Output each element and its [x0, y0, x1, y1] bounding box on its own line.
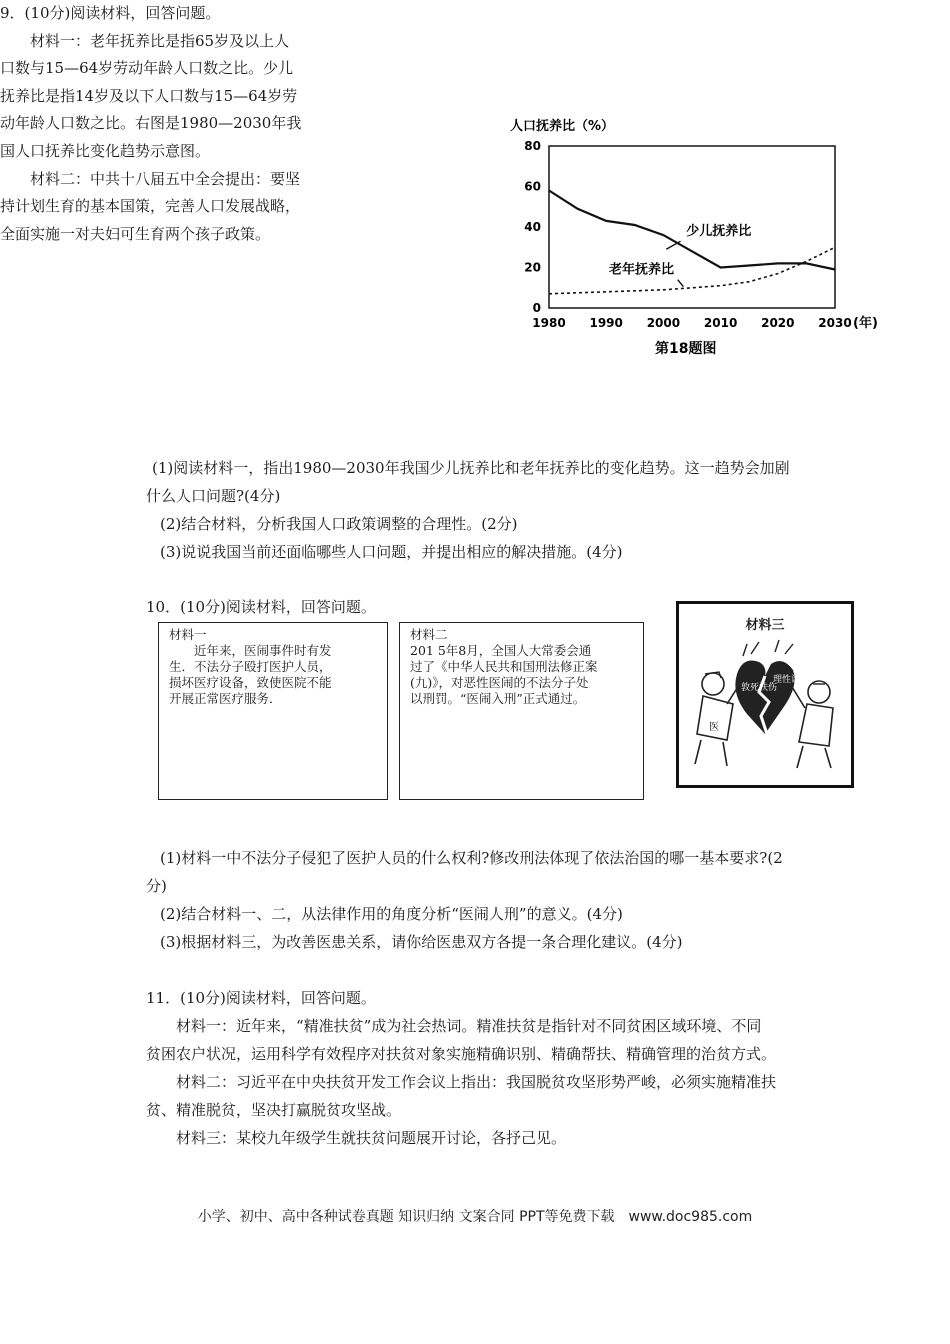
y-tick-label: 80 — [524, 139, 541, 153]
q9-material-line: 持计划生育的基本国策，完善人口发展战略， — [0, 197, 301, 216]
q11-material-line: 材料二：习近平在中央扶贫开发工作会议上指出：我国脱贫攻坚形势严峻，必须实施精准扶 — [146, 1073, 777, 1091]
x-axis-unit: (年) — [853, 316, 878, 331]
y-tick-label: 60 — [524, 179, 541, 194]
q11-material-line: 贫、精准脱贫，坚决打赢脱贫攻坚战。 — [146, 1101, 402, 1119]
q10-question-3: (3)根据材料三，为改善医患关系，请你给医患双方各提一条合理化建议。(4分) — [160, 933, 683, 951]
chart-caption: 第18题图 — [655, 341, 717, 357]
heart-right-text: 理性认识 — [773, 675, 810, 685]
child-dependency-label: 少儿抚养比 — [686, 224, 752, 240]
chart-title: 人口抚养比（%） — [510, 119, 615, 134]
q9-material-line: 全面实施一对夫妇可生育两个孩子政策。 — [0, 224, 271, 243]
q9-question-2: (2)结合材料，分析我国人口政策调整的合理性。(2分) — [160, 515, 518, 533]
y-tick-label: 40 — [524, 220, 541, 234]
q9-material-text — [0, 0, 360, 248]
x-tick-label: 1980 — [532, 316, 566, 330]
q10-question-1: (1)材料一中不法分子侵犯了医护人员的什么权利?修改刑法体现了依法治国的哪一基本要求?(2 — [160, 849, 783, 867]
material-two-body: 201 5年8月，全国人大常委会通 过了《中华人民共和国刑法修正案 (九)》，对恶性医闹的不法分子处 以刑罚。“医闹入刑”正式通过。 — [410, 643, 598, 706]
x-tick-label: 2010 — [703, 316, 738, 330]
page-footer: 小学、初中、高中各种试卷真题 知识归纳 文案合同 PPT等免费下载 www.doc985.com — [197, 1209, 753, 1225]
q10-question-2: (2)结合材料一、二，从法律作用的角度分析“医闹人刑”的意义。(4分) — [160, 905, 623, 923]
y-tick-label: 20 — [524, 260, 541, 275]
child-label-pointer — [666, 241, 680, 249]
q9-material-line: 动年龄人口数之比。右图是1980—2030年我 — [0, 114, 302, 133]
q10-question-1-cont: 分) — [146, 877, 167, 895]
q9-heading: 9．(10分)阅读材料，回答问题。 — [0, 4, 221, 22]
x-tick-label: 2030 — [818, 316, 852, 330]
material-one-title: 材料一 — [169, 627, 207, 642]
heart-left-text: 敦死扶伤 — [741, 683, 778, 693]
material-one-box — [158, 622, 388, 800]
q11-material-line: 材料一：近年来，“精准扶贫”成为社会热词。精准扶贫是指针对不同贫困区域环境、不同 — [146, 1017, 762, 1035]
q9-question-3: (3)说说我国当前还面临哪些人口问题，并提出相应的解决措施。(4分) — [160, 543, 623, 561]
elderly-label-pointer — [678, 280, 684, 287]
x-tick-label: 1990 — [589, 316, 623, 330]
q9-material-line: 材料一：老年抚养比是指65岁及以上人 — [0, 31, 290, 50]
q9-question-1-cont: 什么人口问题?(4分) — [146, 487, 281, 505]
q9-question-1: (1)阅读材料一，指出1980—2030年我国少儿抚养比和老年抚养比的变化趋势。这一趋势会加剧 — [152, 459, 790, 477]
doctor-patient-illustration — [679, 604, 851, 785]
q9-material-line: 抚养比是指14岁及以下人口数与15—64岁劳 — [0, 86, 298, 105]
q9-material-line: 材料二：中共十八届五中全会提出：要坚 — [0, 169, 301, 188]
y-tick-label: 0 — [532, 301, 541, 315]
x-tick-label: 2000 — [646, 316, 681, 330]
q11-material-line: 材料三：某校九年级学生就扶贫问题展开讨论，各抒己见。 — [146, 1129, 567, 1147]
doctor-label: 医 — [709, 722, 719, 733]
elderly-dependency-label: 老年抚养比 — [609, 262, 675, 278]
q11-material-line: 贫困农户状况，运用科学有效程序对扶贫对象实施精确识别、精确帮扶、精确管理的治贫方式。 — [146, 1045, 777, 1063]
x-tick-label: 2020 — [761, 316, 795, 330]
material-one-body: 近年来，医闹事件时有发 生．不法分子殴打医护人员， 损坏医疗设备，致使医院不能 开展正常医疗服务． — [169, 643, 332, 706]
material-two-box — [399, 622, 644, 800]
material-two-title: 材料二 — [410, 627, 448, 642]
material-three-title: 材料三 — [745, 618, 785, 633]
q9-material-line: 口数与15—64岁劳动年龄人口数之比。少儿 — [0, 59, 294, 78]
q11-heading: 11．(10分)阅读材料，回答问题。 — [146, 989, 376, 1007]
material-three-cartoon — [676, 601, 854, 788]
elderly-dependency-line — [549, 247, 835, 293]
dependency-ratio-chart — [505, 108, 885, 368]
q10-heading: 10．(10分)阅读材料，回答问题。 — [146, 598, 376, 616]
q9-material-line: 国人口抚养比变化趋势示意图。 — [0, 141, 211, 160]
